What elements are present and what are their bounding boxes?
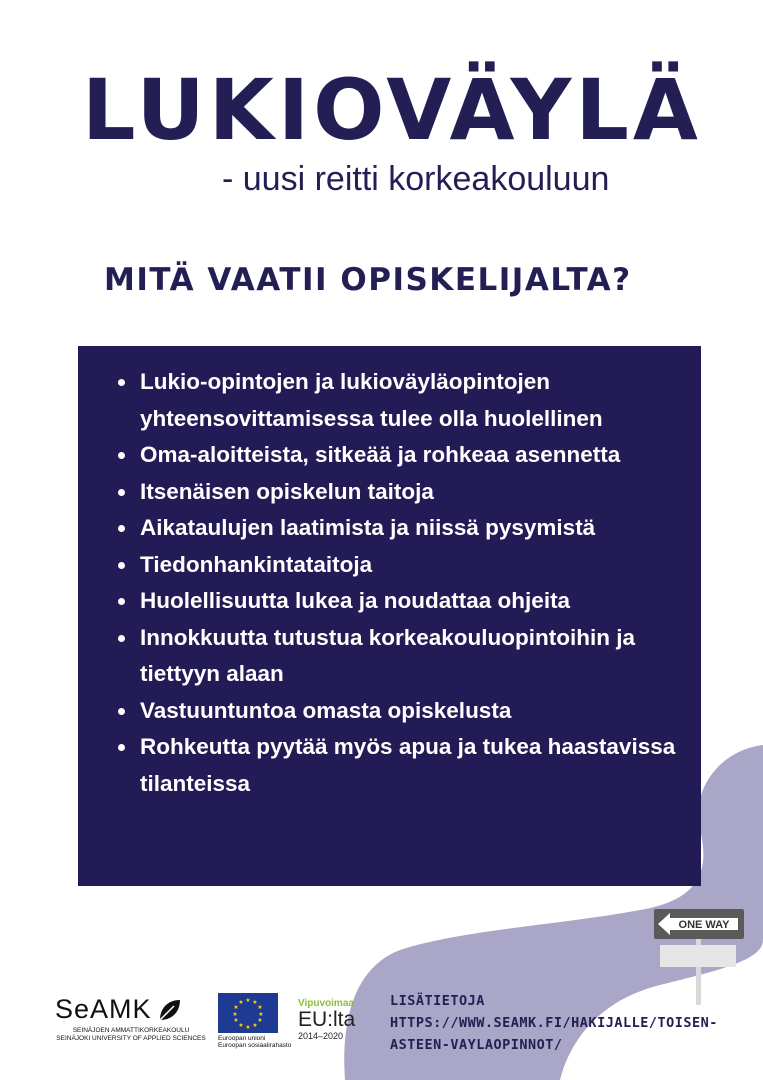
svg-text:★: ★ — [257, 1004, 263, 1011]
vip-mid: EU:lta — [298, 1008, 356, 1031]
svg-text:★: ★ — [257, 1017, 263, 1024]
list-item: • Lukio-opintojen ja lukioväyläopintojen yhteensovittamisessa tulee olla huolellinen — [138, 364, 681, 437]
list-item: • Aikataulujen laatimista ja niissä pysymistä — [138, 510, 681, 547]
footer-info — [390, 990, 718, 1056]
svg-text:★: ★ — [233, 1004, 239, 1011]
list-item: • Vastuuntuntoa omasta opiskelusta — [138, 693, 681, 730]
seamk-wordmark — [55, 996, 207, 1023]
svg-text:★: ★ — [245, 1024, 251, 1031]
seamk-logo — [55, 996, 207, 1043]
svg-text:★: ★ — [238, 1022, 244, 1029]
svg-text:★: ★ — [232, 1011, 238, 1018]
svg-text:★: ★ — [245, 997, 251, 1004]
requirements-list — [78, 346, 701, 802]
section-question: MITÄ VAATII OPISKELIJALTA? — [104, 262, 632, 298]
svg-text:★: ★ — [258, 1011, 264, 1018]
svg-text:★: ★ — [252, 999, 258, 1006]
eu-flag-icon — [218, 993, 278, 1033]
eu-logo — [218, 993, 291, 1049]
list-item: • Huolellisuutta lukea ja noudattaa ohjeita — [138, 583, 681, 620]
info-link-line-2[interactable]: ASTEEN-VAYLAOPINNOT/ — [390, 1037, 563, 1053]
eu-stars-icon — [218, 993, 278, 1033]
eu-text — [218, 1035, 291, 1049]
list-item: • Itsenäisen opiskelun taitoja — [138, 474, 681, 511]
seamk-subtitle — [55, 1027, 207, 1043]
vipuvoimaa-logo — [298, 998, 355, 1041]
list-item: • Oma-aloitteista, sitkeää ja rohkeaa asennetta — [138, 437, 681, 474]
eu-line-1: Euroopan unioni — [218, 1035, 266, 1042]
eu-line-2: Euroopan sosiaalirahasto — [218, 1042, 292, 1049]
seamk-name: SeAMK — [55, 994, 152, 1024]
svg-text:★: ★ — [238, 999, 244, 1006]
seamk-sub-line-2: SEINÄJOKI UNIVERSITY OF APPLIED SCIENCES — [56, 1035, 206, 1042]
page-subtitle: - uusi reitti korkeakouluun — [222, 160, 610, 198]
seamk-sub-line-1: SEINÄJOEN AMMATTIKORKEAKOULU — [72, 1027, 190, 1034]
list-item: • Innokkuutta tutustua korkeakouluopintoihin ja tiettyyn alaan — [138, 620, 681, 693]
info-label: LISÄTIETOJA — [390, 993, 485, 1009]
svg-text:★: ★ — [233, 1017, 239, 1024]
vip-top: Vipuvoimaa — [298, 998, 354, 1009]
list-item: • Rohkeutta pyytää myös apua ja tukea haastavissa tilanteissa — [138, 729, 681, 802]
vip-year: 2014–2020 — [298, 1031, 344, 1041]
sign-text: ONE WAY — [678, 919, 730, 931]
leaf-icon — [156, 998, 182, 1022]
sign-blank-plate — [660, 945, 736, 967]
svg-text:★: ★ — [252, 1022, 258, 1029]
list-item: • Tiedonhankintataitoja — [138, 547, 681, 584]
requirements-box — [78, 346, 701, 886]
page-title: LUKIOVÄYLÄ — [82, 61, 702, 159]
info-link-line-1[interactable]: HTTPS://WWW.SEAMK.FI/HAKIJALLE/TOISEN- — [390, 1015, 718, 1031]
